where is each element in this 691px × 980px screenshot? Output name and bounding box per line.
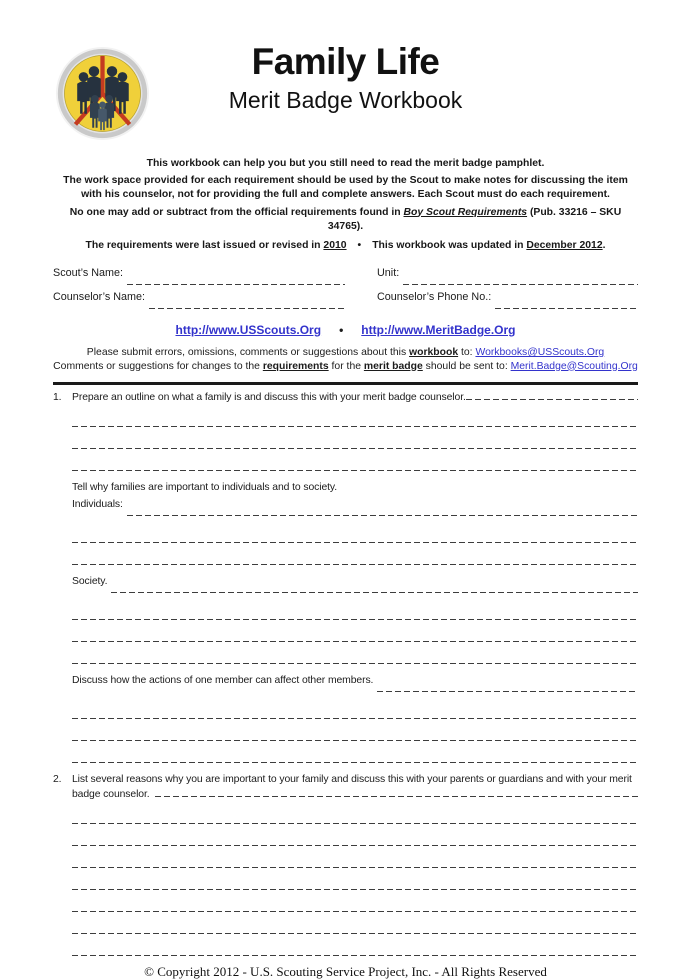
counselor-name-write-line — [149, 290, 345, 314]
write-line — [72, 912, 638, 934]
intro-block — [53, 157, 638, 253]
society-block — [72, 574, 638, 664]
write-line — [72, 427, 638, 449]
family-life-badge-icon — [55, 46, 150, 141]
write-line — [72, 719, 638, 741]
write-line — [72, 868, 638, 890]
write-line — [72, 543, 638, 565]
changes-mid-text-2: should be sent to: — [422, 360, 511, 372]
feedback-notes — [53, 346, 638, 373]
write-line — [72, 449, 638, 471]
copyright-notice: © Copyright 2012 - U.S. Scouting Service Project, Inc. - All Rights Reserved — [144, 964, 547, 979]
intro-line-3 — [53, 206, 638, 235]
unit-write-line — [403, 266, 638, 290]
requirements-section — [53, 390, 638, 956]
scout-name-row — [53, 266, 345, 290]
write-line — [72, 405, 638, 427]
requirement-2-number: 2. — [53, 774, 62, 785]
requirements-emphasis: requirements — [262, 360, 329, 372]
revision-year: 2010 — [323, 239, 347, 251]
requirement-2-write-line — [155, 787, 638, 802]
meritbadge-link[interactable]: http://www.MeritBadge.Org — [361, 323, 516, 337]
bullet-separator: • — [357, 239, 362, 251]
families-important-text: Tell why families are important to individuals and to society. — [72, 482, 338, 493]
submit-errors-line — [53, 346, 638, 360]
requirement-2-text-line-1: List several reasons why you are important to your family and discuss this with your parents or guardians and with your merit — [72, 774, 632, 785]
individuals-write-line — [127, 497, 638, 521]
requirement-1-number: 1. — [53, 392, 62, 403]
header — [53, 42, 638, 150]
merit-badge-emphasis: merit badge — [363, 360, 423, 372]
counselor-phone-label: Counselor’s Phone No.: — [377, 291, 492, 303]
society-write-line — [111, 574, 638, 598]
website-links — [53, 323, 638, 337]
submit-pre-text: Please submit errors, omissions, comments or suggestions about this — [86, 347, 410, 358]
requirement-2-body — [72, 772, 638, 802]
write-line — [72, 802, 638, 824]
revision-line — [53, 239, 638, 254]
intro-line-2: The work space provided for each requirement should be used by the Scout to make notes for discussing the item with his counselor, not for providing the full and complete answers. Each Scout must do each requirement. — [63, 174, 628, 200]
write-line — [72, 890, 638, 912]
discuss-actions-label: Discuss how the actions of one member can affect other members. — [72, 675, 374, 686]
write-line — [72, 620, 638, 642]
discuss-actions-block — [72, 673, 638, 763]
updated-period: . — [602, 239, 606, 251]
unit-label: Unit: — [377, 267, 400, 279]
unit-row — [377, 266, 638, 290]
bullet-separator: • — [339, 323, 344, 337]
individuals-label: Individuals: — [72, 499, 123, 510]
workbook-emphasis: workbook — [409, 347, 459, 358]
no-add-publication: (Pub. 33216 – SKU 34765). — [327, 206, 622, 232]
write-line — [72, 741, 638, 763]
updated-text: This workbook was updated in — [372, 239, 527, 251]
write-line — [72, 934, 638, 956]
discuss-actions-row — [72, 673, 638, 697]
merit-badge-email-link[interactable]: Merit.Badge@Scouting.Org — [510, 360, 638, 372]
write-line — [72, 846, 638, 868]
write-line — [72, 697, 638, 719]
counselor-phone-write-line — [495, 290, 638, 314]
write-line — [72, 598, 638, 620]
page-title: Family Life — [251, 41, 440, 82]
requirement-1-text: Prepare an outline on what a family is and discuss this with your merit badge counselor. — [72, 392, 466, 403]
section-divider — [53, 382, 638, 385]
requirement-2 — [53, 772, 638, 802]
write-line — [72, 824, 638, 846]
counselor-name-row — [53, 290, 345, 314]
counselor-phone-row — [377, 290, 638, 314]
workbooks-email-link[interactable]: Workbooks@USScouts.Org — [475, 347, 605, 358]
changes-mid-text-1: for the — [328, 360, 364, 372]
identity-form — [53, 266, 638, 314]
individuals-row — [72, 497, 638, 521]
requirement-2-text-tail: badge counselor. — [72, 789, 150, 800]
individuals-write-area — [72, 521, 638, 565]
usscouts-link[interactable]: http://www.USScouts.Org — [175, 323, 322, 337]
changes-pre-text: Comments or suggestions for changes to the — [53, 360, 263, 372]
scout-name-label: Scout’s Name: — [53, 267, 124, 279]
revision-text: The requirements were last issued or revised in — [85, 239, 324, 251]
write-line — [72, 521, 638, 543]
scout-name-write-line — [127, 266, 345, 290]
requirement-2-write-area — [72, 802, 638, 956]
updated-date: December 2012 — [526, 239, 603, 251]
submit-mid-text: to: — [458, 347, 476, 358]
society-write-area — [72, 598, 638, 664]
families-important-block — [72, 480, 638, 565]
requirement-1 — [53, 390, 638, 405]
discuss-actions-write-line — [377, 673, 638, 697]
discuss-actions-write-area — [72, 697, 638, 763]
page-subtitle: Merit Badge Workbook — [228, 86, 463, 113]
society-row — [72, 574, 638, 598]
no-add-text: No one may add or subtract from the official requirements found in — [69, 206, 404, 218]
intro-line-1: This workbook can help you but you still need to read the merit badge pamphlet. — [146, 158, 545, 169]
requirement-1-write-line — [466, 390, 638, 405]
counselor-name-label: Counselor’s Name: — [53, 291, 146, 303]
boy-scout-requirements-ref: Boy Scout Requirements — [403, 206, 528, 218]
requirement-changes-line — [53, 360, 638, 374]
requirement-2-text-line-2 — [72, 787, 638, 802]
requirement-1-write-area — [72, 405, 638, 471]
society-label: Society. — [72, 576, 108, 587]
write-line — [72, 642, 638, 664]
